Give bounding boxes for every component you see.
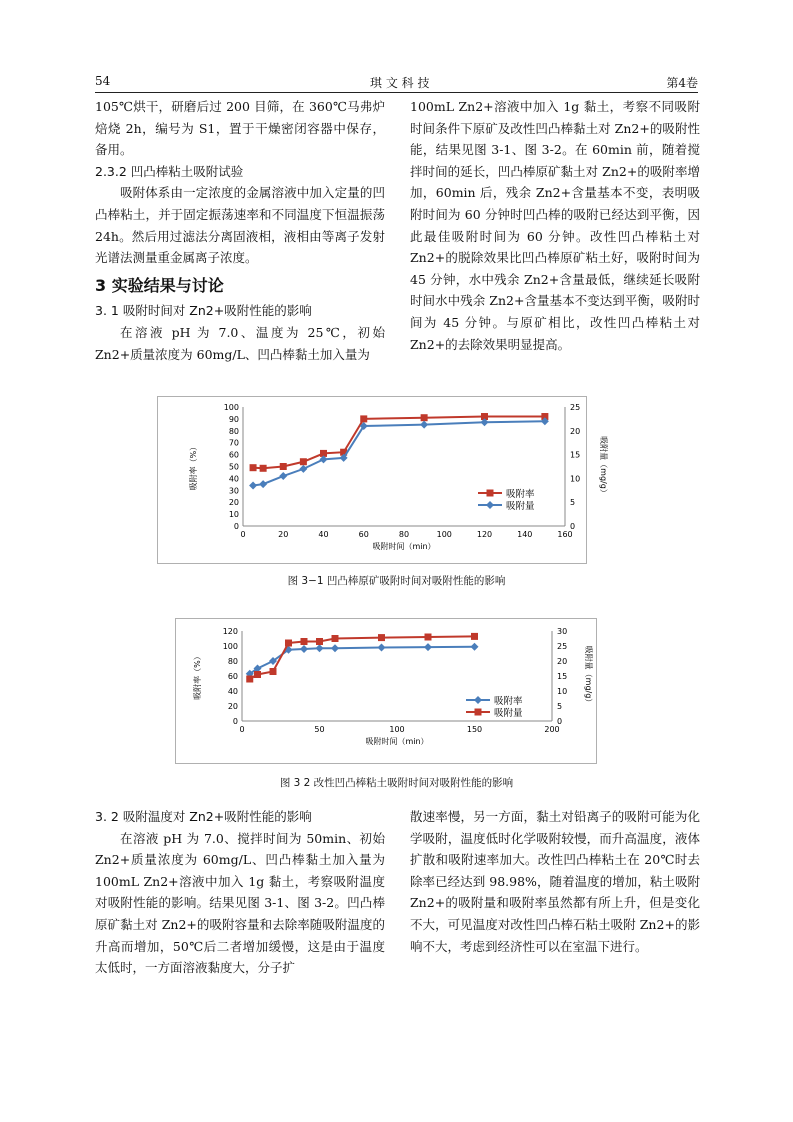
chart-3-2 <box>176 619 596 763</box>
right-column-bottom <box>410 806 700 957</box>
y-tick-label: 100 <box>222 642 238 651</box>
data-point <box>300 458 307 465</box>
y-tick-label: 60 <box>227 672 238 681</box>
page-number: 54 <box>95 74 111 88</box>
data-point <box>421 414 428 421</box>
x-tick-label: 140 <box>517 530 533 539</box>
figure-caption: 图 3 2 改性凹凸棒粘土吸附时间对吸附性能的影响 <box>279 777 514 789</box>
data-point <box>250 464 257 471</box>
y2-axis-title: 吸附量（mg/g） <box>584 645 593 707</box>
journal-name: 琪 文 科 技 <box>370 76 430 90</box>
paragraph: 散速率慢，另一方面，黏土对铅离子的吸附可能为化学吸附，温度低时化学吸附较慢，而升高温度，液体扩散和吸附速率加大。改性凹凸棒粘土在 20℃时去除率已经达到 98.98%，随着温度的增加，粘土吸附 Zn2+的吸附量和吸附率虽然都有所上升，但是变化不大，可见温度对改性凹凸棒石粘土吸附 Zn2+的影响不大，考虑到经济性可以在室温下进行。 <box>410 809 700 954</box>
data-point <box>316 638 323 645</box>
data-point <box>360 415 367 422</box>
data-point <box>378 634 385 641</box>
x-tick-label: 60 <box>358 530 369 539</box>
y-tick-label: 70 <box>228 438 239 448</box>
x-tick-label: 120 <box>476 530 493 539</box>
section-heading: 3 实验结果与讨论 <box>95 275 224 295</box>
chart-3-1 <box>158 397 608 563</box>
x-axis-title: 吸附时间（min） <box>372 542 436 551</box>
left-column-top <box>95 96 385 365</box>
x-tick-label: 100 <box>389 725 405 734</box>
legend-label: 吸附量 <box>506 501 535 512</box>
figure-caption: 图 3−1 凹凸棒原矿吸附时间对吸附性能的影响 <box>287 575 506 587</box>
x-tick-label: 50 <box>314 725 325 734</box>
series-line <box>253 421 545 485</box>
data-point <box>331 644 339 652</box>
y-tick-label: 20 <box>227 702 238 711</box>
y2-tick-label: 25 <box>570 403 581 412</box>
paragraph: 100mL Zn2+溶液中加入 1g 黏土，考察不同吸附时间条件下原矿及改性凹凸棒黏土对 Zn2+的吸附性能，结果见图 3-1、图 3-2。在 60min 前，随着搅拌时间的延长，凹凸棒原矿黏土对 Zn2+的吸附率增加，60min 后，残余 Zn2+含量基本不变，表明吸附时间为 60 分钟时凹凸棒的吸附已经达到平衡，因此最佳吸附时间为 60 分钟。改性凹凸棒粘土对 Zn2+的脱除效果比凹凸棒原矿粘土好，吸附时间为 45 分钟，水中残余 Zn2+含量最低，继续延长吸附时间水中残余 Zn2+含量基本不变达到平衡，吸附时间为 45 分钟。与原矿相比，改性凹凸棒粘土对 Zn2+的去除效果明显提高。 <box>410 99 700 352</box>
paragraph: 在溶液 pH 为 7.0、温度为 25℃，初始 Zn2+质量浓度为 60mg/L、凹凸棒黏土加入量为 <box>95 324 385 362</box>
y-tick-label: 50 <box>228 462 239 472</box>
x-tick-label: 20 <box>278 530 289 539</box>
figure-3-2 <box>175 618 597 764</box>
x-tick-label: 200 <box>544 725 560 734</box>
x-tick-label: 150 <box>466 725 483 734</box>
data-point <box>299 465 307 473</box>
legend-label: 吸附量 <box>494 708 523 719</box>
data-point <box>260 465 267 472</box>
x-tick-label: 0 <box>240 530 246 539</box>
data-point <box>471 643 479 651</box>
section-heading: 3. 2 吸附温度对 Zn2+吸附性能的影响 <box>95 809 312 824</box>
y2-tick-label: 5 <box>557 702 563 711</box>
left-column-bottom <box>95 806 385 979</box>
y2-tick-label: 20 <box>570 426 581 436</box>
data-point <box>285 640 292 647</box>
legend-label: 吸附率 <box>494 696 523 707</box>
y2-tick-label: 30 <box>557 627 568 636</box>
legend-marker <box>475 709 482 716</box>
y2-tick-label: 15 <box>557 672 568 681</box>
y-tick-label: 40 <box>228 474 239 484</box>
y-tick-label: 60 <box>228 450 239 460</box>
data-point <box>471 633 478 640</box>
x-tick-label: 160 <box>557 530 573 539</box>
y-tick-label: 90 <box>228 414 239 424</box>
y-tick-label: 30 <box>228 486 239 496</box>
data-point <box>424 643 432 651</box>
data-point <box>425 634 432 641</box>
y-axis-title: 吸附率（%） <box>193 652 202 700</box>
y-tick-label: 0 <box>232 717 238 726</box>
data-point <box>300 645 308 653</box>
data-point <box>420 421 428 429</box>
y-tick-label: 100 <box>223 403 239 412</box>
section-heading: 3. 1 吸附时间对 Zn2+吸附性能的影响 <box>95 303 312 319</box>
x-tick-label: 100 <box>436 530 452 539</box>
y-tick-label: 10 <box>228 510 239 520</box>
legend-marker <box>487 490 494 497</box>
legend-label: 吸附率 <box>506 489 535 500</box>
y2-axis-title: 吸附量（mg/g） <box>599 436 608 497</box>
figure-3-1 <box>157 396 608 564</box>
data-point <box>249 482 257 490</box>
data-point <box>246 676 253 683</box>
data-point <box>259 480 267 488</box>
running-header <box>95 70 698 93</box>
data-point <box>316 644 324 652</box>
y2-tick-label: 25 <box>557 642 568 651</box>
x-tick-label: 40 <box>318 530 329 539</box>
data-point <box>280 463 287 470</box>
y-axis-title: 吸附率（%） <box>189 442 198 491</box>
y2-tick-label: 20 <box>557 657 568 666</box>
x-tick-label: 0 <box>239 725 245 734</box>
y2-tick-label: 10 <box>557 687 568 696</box>
y-tick-label: 0 <box>233 522 239 531</box>
y-tick-label: 20 <box>228 498 239 508</box>
data-point <box>301 638 308 645</box>
right-column-top <box>410 96 700 355</box>
y-tick-label: 40 <box>227 687 238 696</box>
y2-tick-label: 0 <box>557 717 563 726</box>
section-heading: 2.3.2 凹凸棒粘土吸附试验 <box>95 163 244 179</box>
series-line <box>250 636 475 679</box>
legend-marker <box>486 501 494 509</box>
y-tick-label: 80 <box>227 657 238 666</box>
data-point <box>279 472 287 480</box>
paragraph: 吸附体系由一定浓度的金属溶液中加入定量的凹凸棒粘土，并于固定振荡速率和不同温度下恒温振荡 24h。然后用过滤法分离固液相，液相由等离子发射光谱法测量重金属离子浓度。 <box>95 185 385 266</box>
y2-tick-label: 10 <box>570 474 581 484</box>
legend-marker <box>474 696 482 704</box>
paragraph: 105℃烘干，研磨后过 200 目筛，在 360℃马弗炉焙烧 2h，编号为 S1，置于干燥密闭容器中保存，备用。 <box>95 99 385 158</box>
x-axis-title: 吸附时间（min） <box>365 737 429 746</box>
x-tick-label: 80 <box>398 530 410 539</box>
y2-tick-label: 15 <box>570 450 581 460</box>
data-point <box>332 635 339 642</box>
y-tick-label: 80 <box>228 426 239 436</box>
y2-tick-label: 5 <box>570 498 576 508</box>
y2-tick-label: 0 <box>570 522 576 531</box>
paragraph: 在溶液 pH 为 7.0、搅拌时间为 50min、初始 Zn2+质量浓度为 60mg/L、凹凸棒黏土加入量为 100mL Zn2+溶液中加入 1g 黏土，考察吸附温度对吸附性能的影响。结果见图 3-1、图 3-2。凹凸棒原矿黏土对 Zn2+的吸附容量和去除率随吸附温度的升高而增加，50℃后二者增加缓慢，这是由于温度太低时，一方面溶液黏度大，分子扩 <box>95 830 385 976</box>
data-point <box>378 644 386 652</box>
data-point <box>270 668 277 675</box>
volume-label: 第4卷 <box>666 76 698 90</box>
data-point <box>254 671 261 678</box>
y-tick-label: 120 <box>222 627 238 636</box>
